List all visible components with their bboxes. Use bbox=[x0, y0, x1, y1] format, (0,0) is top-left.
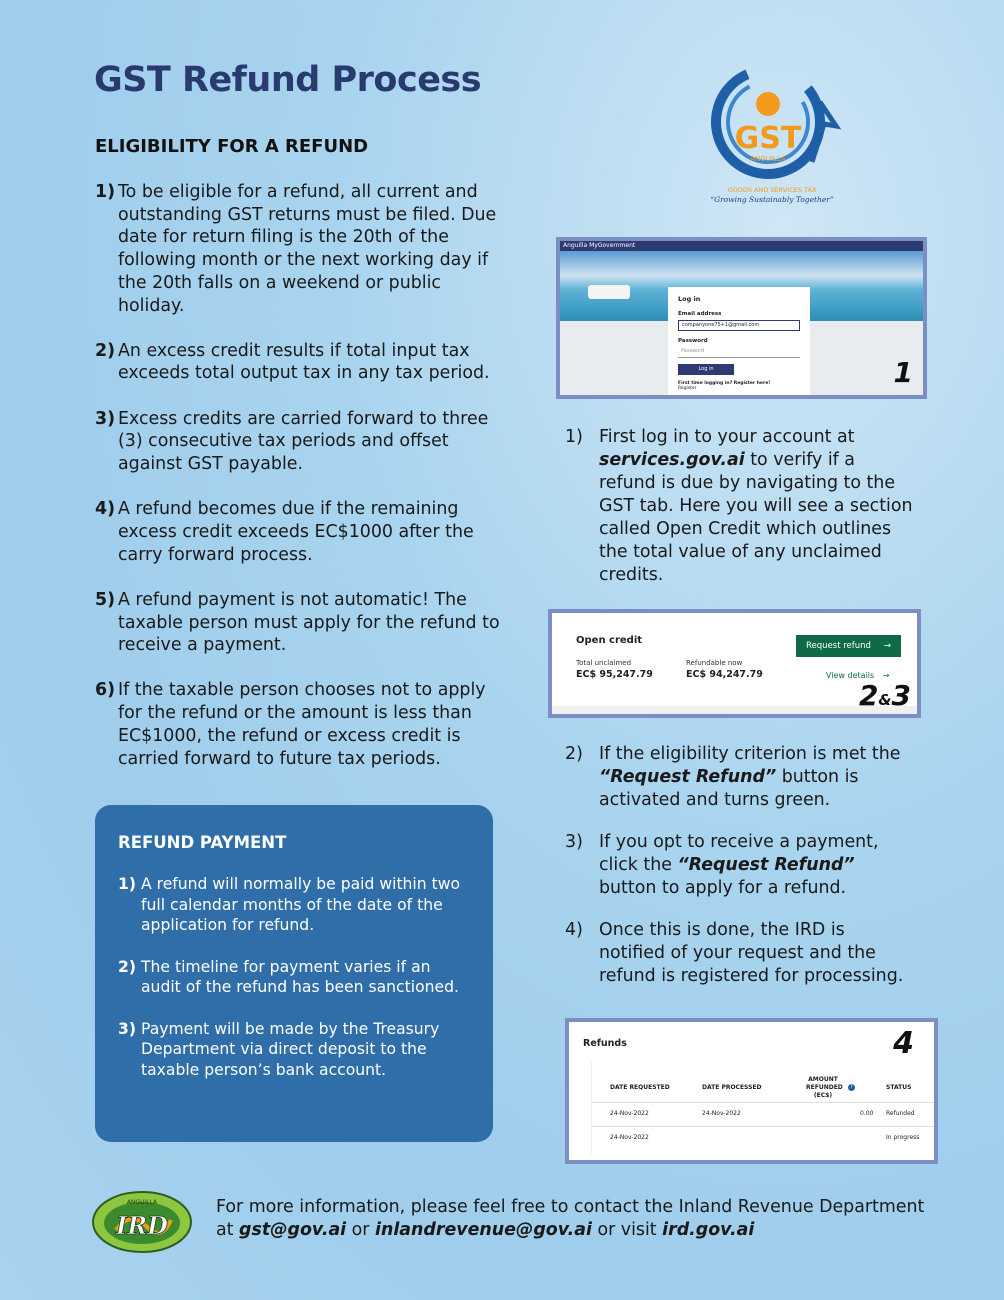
table-cell: Refunded bbox=[886, 1110, 915, 1117]
list-item bbox=[95, 589, 500, 657]
register-link[interactable]: Register bbox=[678, 386, 697, 391]
password-field[interactable]: Password bbox=[678, 347, 800, 358]
list-item bbox=[95, 408, 500, 476]
list-item bbox=[95, 340, 500, 385]
list-item bbox=[95, 679, 500, 770]
total-unclaimed-label: Total unclaimed bbox=[576, 659, 632, 667]
item-number: 2) bbox=[118, 957, 136, 976]
email-link-inlandrevenue[interactable]: inlandrevenue@gov.ai bbox=[375, 1220, 592, 1240]
list-item bbox=[565, 426, 915, 587]
item-text: If the taxable person chooses not to apply for the refund or the amount is less than EC$1000, the refund or excess credit is carried forward to future tax periods. bbox=[118, 680, 486, 769]
item-text: To be eligible for a refund, all current and outstanding GST returns must be filed. Due date for return filing is the 20th of the following month or the next working day if the 20th falls on a weekend or public holiday. bbox=[118, 182, 497, 316]
item-text: If you opt to receive a payment, click the “Request Refund” button to apply for a refund. bbox=[599, 832, 879, 898]
login-form-title: Log in bbox=[678, 295, 701, 303]
table-cell: 24-Nov-2022 bbox=[702, 1110, 741, 1117]
eligibility-list bbox=[95, 181, 500, 793]
column-header: DATE PROCESSED bbox=[702, 1084, 762, 1091]
services-link[interactable]: services.gov.ai bbox=[599, 450, 745, 470]
item-number: 1) bbox=[565, 427, 583, 447]
email-link-gst[interactable]: gst@gov.ai bbox=[239, 1220, 347, 1240]
item-number: 1) bbox=[118, 875, 136, 893]
gst-logo bbox=[708, 62, 844, 208]
item-number: 1) bbox=[95, 182, 116, 202]
list-item bbox=[565, 831, 915, 900]
table-cell: 24-Nov-2022 bbox=[610, 1134, 649, 1141]
screenshot-header: Anguilla MyGovernment bbox=[560, 241, 923, 251]
open-credit-title: Open credit bbox=[576, 635, 643, 646]
step-number-2-3: 2&3 bbox=[858, 679, 911, 712]
request-refund-label: Request refund bbox=[806, 641, 871, 651]
refund-payment-heading: REFUND PAYMENT bbox=[118, 833, 287, 852]
item-number: 3) bbox=[95, 408, 116, 429]
view-details-label: View details bbox=[826, 671, 875, 680]
item-text: Payment will be made by the Treasury Department via direct deposit to the taxable person’s bank account. bbox=[141, 1019, 440, 1079]
list-item bbox=[95, 498, 500, 566]
column-header: DATE REQUESTED bbox=[610, 1084, 670, 1091]
item-text: Excess credits are carried forward to three (3) consecutive tax periods and offset against GST payable. bbox=[118, 408, 489, 475]
ird-logo-region: ANGUILLA bbox=[126, 1199, 158, 1206]
table-cell: 24-Nov-2022 bbox=[610, 1110, 649, 1117]
item-text: A refund becomes due if the remaining excess credit exceeds EC$1000 after the carry forward process. bbox=[118, 499, 474, 565]
eligibility-heading: ELIGIBILITY FOR A REFUND bbox=[95, 136, 369, 157]
ird-logo bbox=[91, 1190, 193, 1254]
column-header: STATUS bbox=[886, 1084, 912, 1091]
help-icon[interactable]: ? bbox=[848, 1084, 855, 1091]
page-title: GST Refund Process bbox=[94, 60, 482, 100]
contact-info: For more information, please feel free to contact the Inland Revenue Department at gst@gov.ai or inlandrevenue@gov.ai or visit ird.gov.ai bbox=[216, 1197, 925, 1240]
list-item bbox=[118, 957, 471, 998]
steps-list bbox=[565, 743, 915, 1007]
gst-logo-tagline2: “Growing Sustainably Together” bbox=[710, 195, 834, 204]
step-1-list bbox=[565, 426, 915, 606]
list-item bbox=[565, 919, 915, 988]
gst-logo-tagline1: GOODS AND SERVICES TAX bbox=[727, 186, 817, 194]
item-text: A refund payment is not automatic! The taxable person must apply for the refund to receive a payment. bbox=[118, 589, 500, 656]
list-item bbox=[118, 1019, 471, 1081]
item-text: A refund will normally be paid within two full calendar months of the date of the application for refund. bbox=[141, 875, 461, 935]
refund-payment-box bbox=[95, 805, 493, 1142]
arrow-right-icon: → bbox=[883, 641, 891, 651]
list-item bbox=[95, 181, 500, 317]
boat-image bbox=[588, 285, 630, 299]
item-text: An excess credit results if total input tax exceeds total output tax in any tax period. bbox=[118, 340, 490, 384]
item-number: 3) bbox=[565, 832, 583, 852]
ird-logo-text: IRD bbox=[116, 1211, 168, 1240]
table-cell: In progress bbox=[886, 1134, 920, 1141]
item-number: 5) bbox=[95, 589, 116, 610]
item-text: First log in to your account at services.gov.ai to verify if a refund is due by navigating to the GST tab. Here you will see a section called Open Credit which outlines the total value of any unclaimed credits. bbox=[599, 427, 913, 585]
table-cell: 0.00 bbox=[860, 1110, 874, 1117]
item-number: 2) bbox=[565, 744, 583, 764]
step-number-4: 4 bbox=[893, 1026, 914, 1061]
list-item bbox=[118, 874, 471, 936]
item-number: 2) bbox=[95, 340, 116, 361]
list-item bbox=[565, 743, 915, 812]
login-form bbox=[668, 287, 810, 399]
gst-logo-brand: GST bbox=[734, 121, 802, 156]
item-text: Once this is done, the IRD is notified of your request and the refund is registered for processing. bbox=[599, 920, 904, 986]
refunds-screenshot bbox=[565, 1018, 938, 1164]
open-credit-screenshot bbox=[548, 609, 921, 718]
column-header: AMOUNT REFUNDED (EC$) bbox=[806, 1076, 843, 1099]
website-link[interactable]: ird.gov.ai bbox=[662, 1220, 755, 1240]
login-screenshot bbox=[556, 237, 927, 399]
register-text: First time logging in? Register here! bbox=[678, 381, 771, 386]
login-button[interactable]: Log in bbox=[678, 364, 734, 375]
arrow-right-icon: → bbox=[882, 671, 890, 680]
refunds-title: Refunds bbox=[583, 1038, 627, 1049]
item-text: The timeline for payment varies if an audit of the refund has been sanctioned. bbox=[141, 957, 459, 997]
step-number-1: 1 bbox=[893, 356, 913, 389]
item-number: 3) bbox=[118, 1019, 136, 1038]
item-number: 4) bbox=[565, 920, 583, 940]
item-number: 6) bbox=[95, 680, 116, 701]
item-text: If the eligibility criterion is met the “Request Refund” button is activated and turns green. bbox=[599, 744, 901, 810]
item-number: 4) bbox=[95, 499, 116, 520]
refunds-table bbox=[591, 1062, 934, 1154]
password-label: Password bbox=[678, 338, 708, 344]
total-unclaimed-value: EC$ 95,247.79 bbox=[576, 669, 653, 680]
gst-logo-region: ANGUILLA bbox=[750, 155, 786, 163]
request-refund-button[interactable] bbox=[796, 635, 901, 657]
email-field[interactable]: companyone75+1@gmail.com bbox=[678, 320, 800, 331]
refund-payment-list bbox=[118, 874, 471, 1081]
refundable-now-value: EC$ 94,247.79 bbox=[686, 669, 763, 680]
email-label: Email address bbox=[678, 311, 722, 317]
refundable-now-label: Refundable now bbox=[686, 659, 743, 667]
